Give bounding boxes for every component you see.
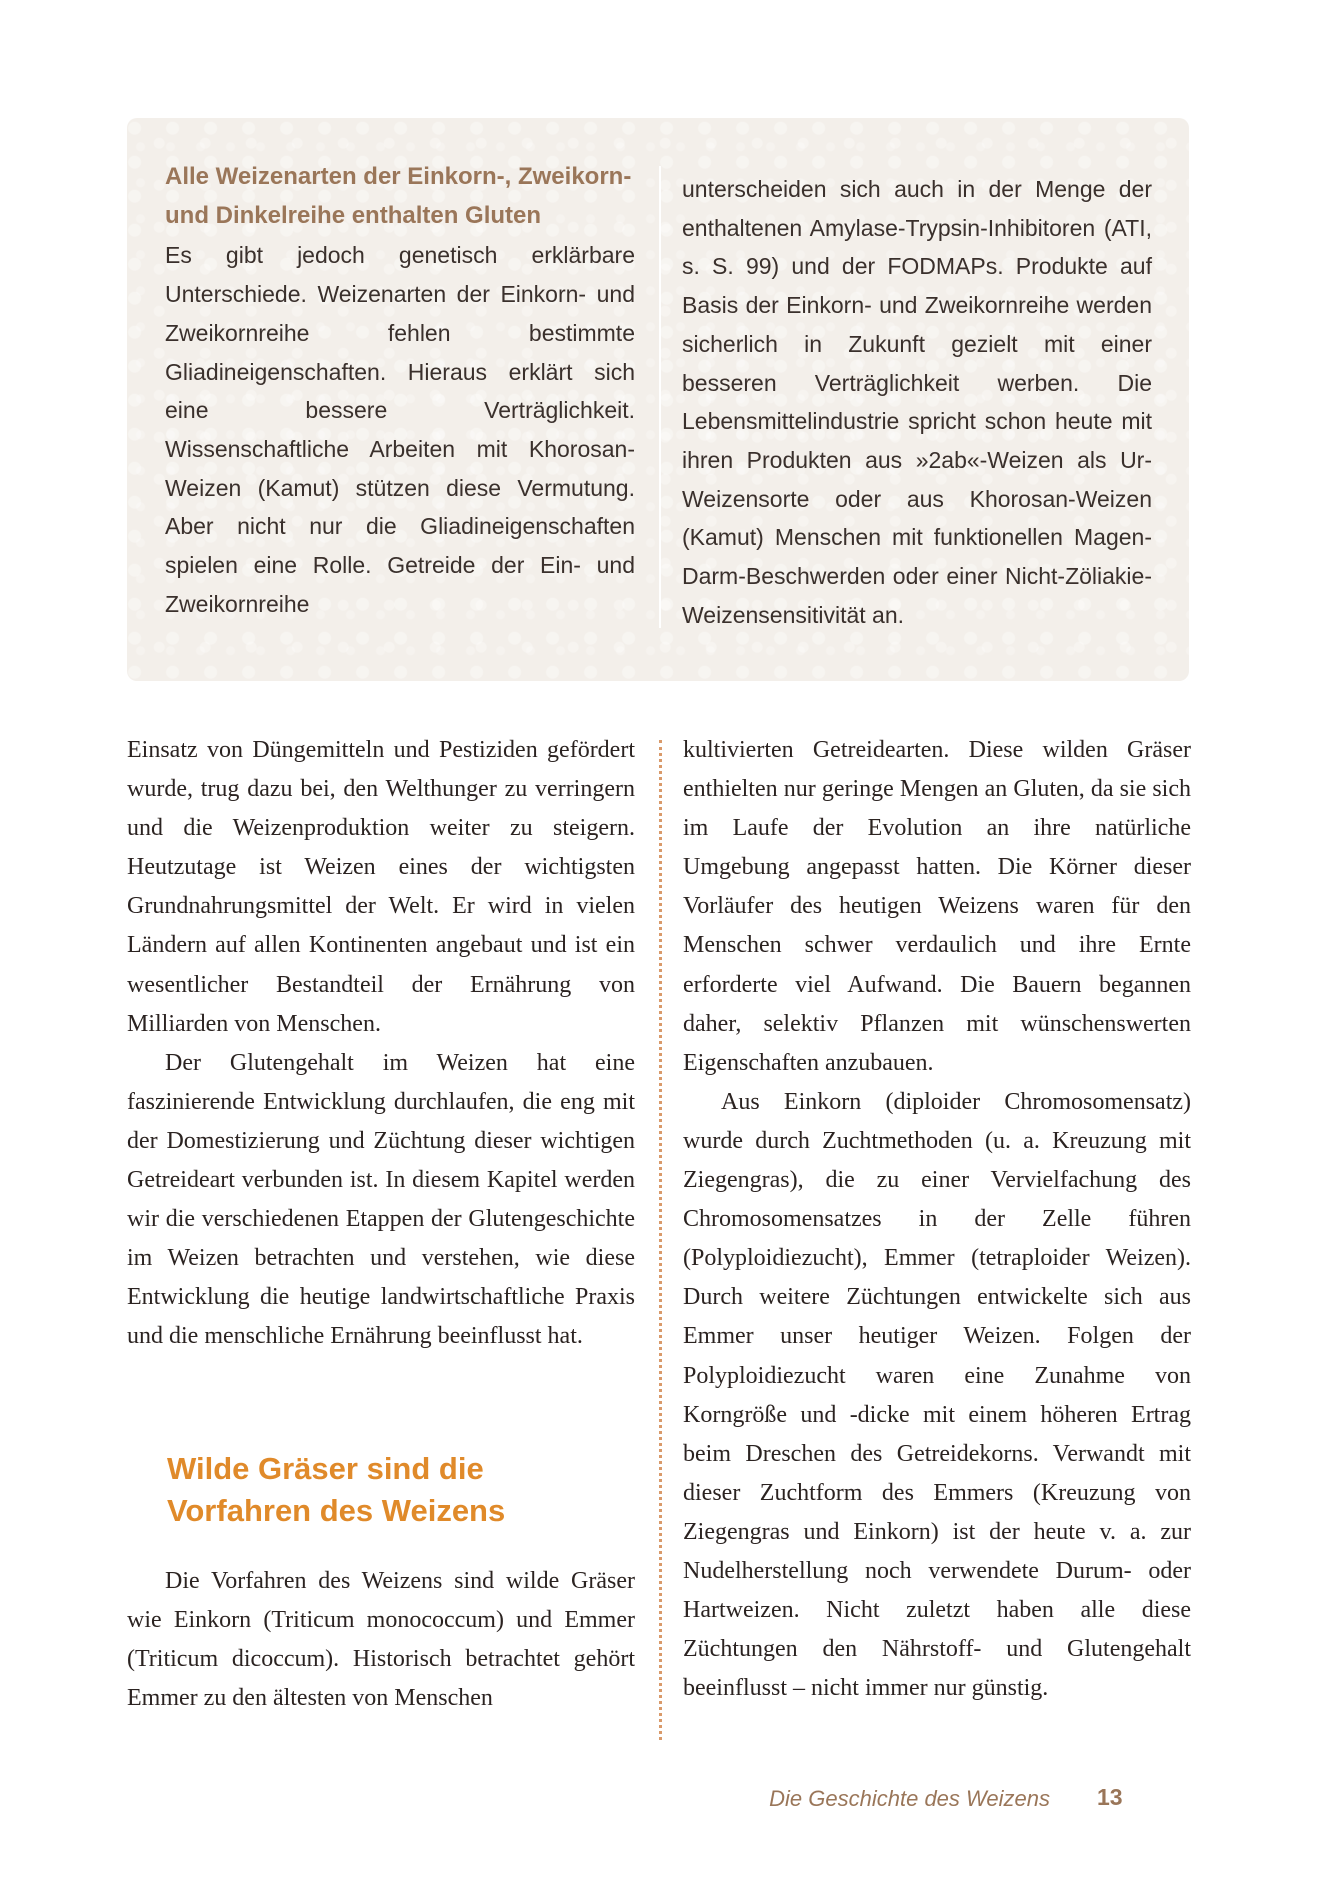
info-box-right-column (682, 170, 1152, 634)
section-title-line: Wilde Gräser sind die (167, 1450, 484, 1486)
info-box-left-text: Es gibt jedoch genetisch erklärbare Unterschiede. Weizenarten der Einkorn- und Zweikornreihe fehlen bestimmte Gliadineigenschaften. Hieraus erklärt sich eine bessere Verträglichkeit. Wissenschaftliche Arbeiten mit Khorosan-Weizen (Kamut) stützen diese Vermutung. Aber nicht nur die Gliadineigenschaften spielen eine Rolle. Getreide der Ein- und Zweikornreihe (165, 242, 635, 617)
right-text-column (683, 731, 1191, 1708)
info-box-heading: Alle Weizenarten der Einkorn-, Zweikorn- und Dinkelreihe enthalten Gluten (165, 163, 632, 229)
info-box (127, 118, 1189, 681)
paragraph: Einsatz von Düngemitteln und Pestiziden gefördert wurde, trug dazu bei, den Welthunger zu verringern und die Weizenproduktion weiter zu steigern. Heutzutage ist Weizen eines der wichtigsten Grundnahrungsmittel der Welt. Er wird in vielen Ländern auf allen Kontinenten angebaut und ist ein wesentlicher Bestandteil der Ernährung von Milliarden von Menschen. (127, 737, 635, 1037)
running-title: Die Geschichte des Weizens (769, 1786, 1050, 1811)
section-title-line: Vorfahren des Weizens (167, 1492, 506, 1528)
info-box-right-text: unterscheiden sich auch in der Menge der enthaltenen Amylase-Trypsin-Inhibitoren (ATI, s. S. 99) und der FODMAPs. Produkte auf Basis der Einkorn- und Zweikornreihe werden sicherlich in Zukunft gezielt mit einer besseren Verträglichkeit werben. Die Lebensmittelindustrie spricht schon heute mit ihren Produkten aus »2ab«-Weizen als Ur-Weizensorte oder aus Khorosan-Weizen (Kamut) Menschen mit funktionellen Magen-Darm-Beschwerden oder einer Nicht-Zöliakie-Weizensensitivität an. (682, 176, 1152, 628)
column-divider (659, 740, 662, 1740)
section-title (167, 1448, 635, 1532)
paragraph: Der Glutengehalt im Weizen hat eine faszinierende Entwicklung durchlaufen, die eng mit der Domestizierung und Züchtung dieser wichtigen Getreideart verbunden ist. In diesem Kapitel werden wir die verschiedenen Etappen der Glutengeschichte im Weizen betrachten und verstehen, wie diese Entwicklung die heutige landwirtschaftliche Praxis und die menschliche Ernährung beeinflusst hat. (127, 1049, 635, 1350)
info-box-divider (659, 166, 661, 628)
left-text-column (127, 731, 635, 1718)
paragraph: Aus Einkorn (diploider Chromosomensatz) wurde durch Zuchtmethoden (u. a. Kreuzung mit Ziegengras), die zu einer Vervielfachung des Chromosomensatzes in der Zelle führen (Polyploidiezucht), Emmer (tetraploider Weizen). Durch weitere Züchtungen entwickelte sich aus Emmer unser heutiger Weizen. Folgen der Polyploidiezucht waren eine Zunahme von Korngröße und -dicke mit einem höheren Ertrag beim Dreschen des Getreidekorns. Verwandt mit dieser Zuchtform des Emmers (Kreuzung von Ziegengras und Einkorn) ist der heute v. a. zur Nudelherstellung noch verwendete Durum- oder Hartweizen. Nicht zuletzt haben alle diese Züchtungen den Nährstoff- und Glutengehalt beeinflusst – nicht immer nur günstig. (683, 1088, 1191, 1702)
paragraph: kultivierten Getreidearten. Diese wilden Gräser enthielten nur geringe Mengen an Gluten, da sie sich im Laufe der Evolution an ihre natürliche Umgebung angepasst hatten. Die Körner dieser Vorläufer des heutigen Weizens waren für den Menschen schwer verdaulich und ihre Ernte erforderte viel Aufwand. Die Bauern begannen daher, selektiv Pflanzen mit wünschenswerten Eigenschaften anzubauen. (683, 737, 1191, 1076)
page-number: 13 (1097, 1784, 1123, 1810)
paragraph: Die Vorfahren des Weizens sind wilde Gräser wie Einkorn (Triticum monococcum) und Emmer (Triticum dicoccum). Historisch betrachtet gehört Emmer zu den ältesten von Menschen (127, 1567, 635, 1711)
info-box-left-column (165, 158, 635, 623)
